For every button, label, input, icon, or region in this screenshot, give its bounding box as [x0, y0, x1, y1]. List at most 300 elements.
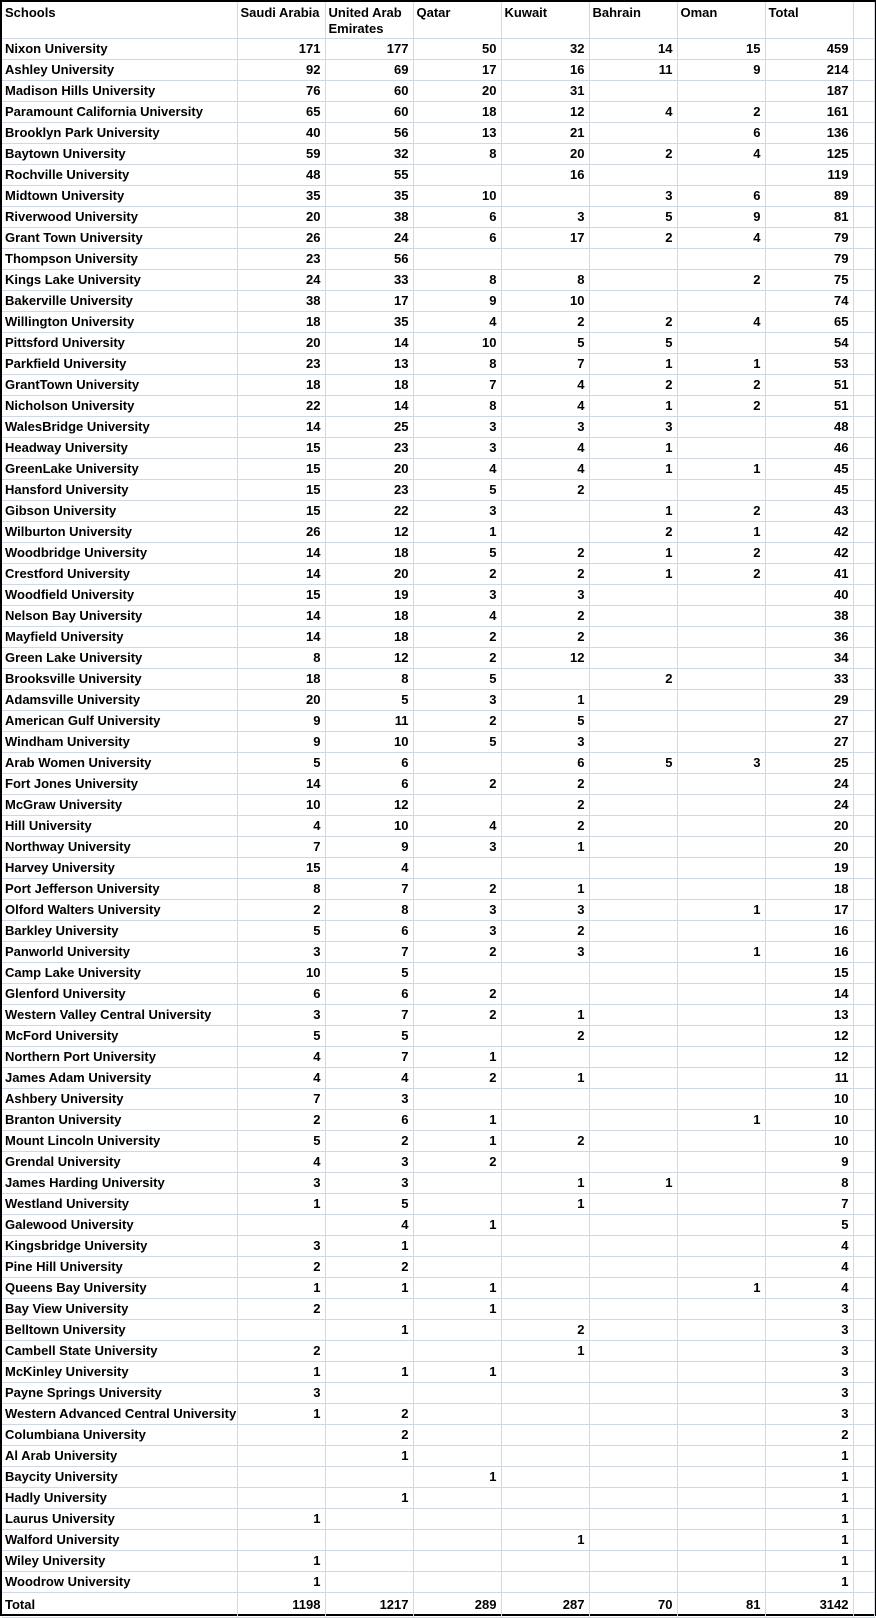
saudi-arabia-cell[interactable]: 10	[237, 794, 325, 815]
bahrain-cell[interactable]: 2	[589, 227, 677, 248]
school-name-cell[interactable]: GreenLake University	[2, 458, 237, 479]
total-cell[interactable]: 20	[765, 836, 853, 857]
uae-cell[interactable]: 2	[325, 1424, 413, 1445]
oman-cell[interactable]	[677, 857, 765, 878]
bahrain-cell[interactable]	[589, 605, 677, 626]
empty-cell[interactable]	[853, 1445, 874, 1466]
school-name-cell[interactable]: Camp Lake University	[2, 962, 237, 983]
saudi-arabia-cell[interactable]: 7	[237, 836, 325, 857]
saudi-arabia-cell[interactable]: 14	[237, 542, 325, 563]
uae-cell[interactable]: 3	[325, 1088, 413, 1109]
saudi-arabia-cell[interactable]: 14	[237, 416, 325, 437]
total-cell[interactable]: 8	[765, 1172, 853, 1193]
school-name-cell[interactable]: Hadly University	[2, 1487, 237, 1508]
kuwait-cell[interactable]	[501, 185, 589, 206]
bahrain-cell[interactable]	[589, 1340, 677, 1361]
total-cell[interactable]: 4	[765, 1256, 853, 1277]
total-cell[interactable]: 5	[765, 1214, 853, 1235]
oman-cell[interactable]	[677, 1004, 765, 1025]
empty-cell[interactable]	[853, 1172, 874, 1193]
uae-cell[interactable]: 6	[325, 773, 413, 794]
saudi-arabia-cell[interactable]	[237, 1424, 325, 1445]
oman-cell[interactable]	[677, 962, 765, 983]
uae-cell[interactable]: 11	[325, 710, 413, 731]
school-name-cell[interactable]: Grendal University	[2, 1151, 237, 1172]
empty-cell[interactable]	[853, 1550, 874, 1571]
kuwait-cell[interactable]	[501, 857, 589, 878]
total-cell[interactable]: 3	[765, 1298, 853, 1319]
bahrain-cell[interactable]: 1	[589, 395, 677, 416]
saudi-arabia-cell[interactable]: 5	[237, 1130, 325, 1151]
oman-cell[interactable]	[677, 773, 765, 794]
school-name-cell[interactable]: Queens Bay University	[2, 1277, 237, 1298]
total-cell[interactable]: 1	[765, 1529, 853, 1550]
total-cell[interactable]: 74	[765, 290, 853, 311]
kuwait-cell[interactable]: 12	[501, 101, 589, 122]
empty-cell[interactable]	[853, 1277, 874, 1298]
uae-cell[interactable]: 56	[325, 122, 413, 143]
uae-cell[interactable]: 1	[325, 1487, 413, 1508]
uae-cell[interactable]: 55	[325, 164, 413, 185]
uae-cell[interactable]: 19	[325, 584, 413, 605]
kuwait-cell[interactable]: 2	[501, 542, 589, 563]
oman-cell[interactable]	[677, 80, 765, 101]
oman-cell[interactable]	[677, 689, 765, 710]
uae-cell[interactable]: 7	[325, 878, 413, 899]
uae-cell[interactable]: 6	[325, 983, 413, 1004]
empty-cell[interactable]	[853, 311, 874, 332]
oman-cell[interactable]: 2	[677, 563, 765, 584]
saudi-arabia-cell[interactable]: 92	[237, 59, 325, 80]
qatar-cell[interactable]: 10	[413, 332, 501, 353]
total-cell[interactable]: 51	[765, 374, 853, 395]
empty-cell[interactable]	[853, 122, 874, 143]
saudi-arabia-cell[interactable]: 3	[237, 1172, 325, 1193]
uae-cell[interactable]: 69	[325, 59, 413, 80]
uae-cell[interactable]: 1	[325, 1361, 413, 1382]
empty-cell[interactable]	[853, 1130, 874, 1151]
qatar-cell[interactable]: 6	[413, 206, 501, 227]
bahrain-cell[interactable]	[589, 1382, 677, 1403]
uae-cell[interactable]	[325, 1529, 413, 1550]
school-name-cell[interactable]: Wiley University	[2, 1550, 237, 1571]
total-cell[interactable]: 51	[765, 395, 853, 416]
school-name-cell[interactable]: Northern Port University	[2, 1046, 237, 1067]
empty-cell[interactable]	[853, 143, 874, 164]
bahrain-cell[interactable]	[589, 1067, 677, 1088]
total-cell[interactable]: 4	[765, 1277, 853, 1298]
qatar-cell[interactable]	[413, 752, 501, 773]
qatar-cell[interactable]: 18	[413, 101, 501, 122]
uae-cell[interactable]: 3	[325, 1172, 413, 1193]
oman-cell[interactable]	[677, 731, 765, 752]
header-oman[interactable]: Oman	[677, 2, 765, 38]
school-name-cell[interactable]: Branton University	[2, 1109, 237, 1130]
kuwait-cell[interactable]: 21	[501, 122, 589, 143]
uae-cell[interactable]: 32	[325, 143, 413, 164]
school-name-cell[interactable]: American Gulf University	[2, 710, 237, 731]
empty-cell[interactable]	[853, 353, 874, 374]
school-name-cell[interactable]: Nixon University	[2, 38, 237, 59]
uae-cell[interactable]: 38	[325, 206, 413, 227]
oman-cell[interactable]	[677, 1571, 765, 1592]
oman-cell[interactable]	[677, 836, 765, 857]
qatar-cell[interactable]: 13	[413, 122, 501, 143]
total-cell[interactable]: 25	[765, 752, 853, 773]
school-name-cell[interactable]: Total	[2, 1592, 237, 1617]
qatar-cell[interactable]	[413, 1088, 501, 1109]
bahrain-cell[interactable]	[589, 920, 677, 941]
total-cell[interactable]: 3142	[765, 1592, 853, 1617]
kuwait-cell[interactable]	[501, 1088, 589, 1109]
bahrain-cell[interactable]	[589, 941, 677, 962]
qatar-cell[interactable]	[413, 1319, 501, 1340]
empty-cell[interactable]	[853, 794, 874, 815]
empty-cell[interactable]	[853, 1424, 874, 1445]
qatar-cell[interactable]: 1	[413, 1361, 501, 1382]
total-cell[interactable]: 214	[765, 59, 853, 80]
empty-cell[interactable]	[853, 227, 874, 248]
bahrain-cell[interactable]: 1	[589, 353, 677, 374]
bahrain-cell[interactable]: 70	[589, 1592, 677, 1617]
total-cell[interactable]: 1	[765, 1487, 853, 1508]
kuwait-cell[interactable]	[501, 1109, 589, 1130]
school-name-cell[interactable]: Willington University	[2, 311, 237, 332]
school-name-cell[interactable]: McKinley University	[2, 1361, 237, 1382]
kuwait-cell[interactable]: 3	[501, 941, 589, 962]
school-name-cell[interactable]: Port Jefferson University	[2, 878, 237, 899]
school-name-cell[interactable]: Barkley University	[2, 920, 237, 941]
total-cell[interactable]: 7	[765, 1193, 853, 1214]
saudi-arabia-cell[interactable]: 18	[237, 311, 325, 332]
school-name-cell[interactable]: Ashbery University	[2, 1088, 237, 1109]
total-cell[interactable]: 24	[765, 773, 853, 794]
uae-cell[interactable]: 13	[325, 353, 413, 374]
header-schools[interactable]: Schools	[2, 2, 237, 38]
qatar-cell[interactable]: 2	[413, 878, 501, 899]
saudi-arabia-cell[interactable]: 1	[237, 1193, 325, 1214]
total-cell[interactable]: 9	[765, 1151, 853, 1172]
oman-cell[interactable]: 4	[677, 143, 765, 164]
oman-cell[interactable]	[677, 1046, 765, 1067]
kuwait-cell[interactable]	[501, 962, 589, 983]
oman-cell[interactable]: 81	[677, 1592, 765, 1617]
empty-cell[interactable]	[853, 1592, 874, 1617]
empty-cell[interactable]	[853, 542, 874, 563]
kuwait-cell[interactable]: 1	[501, 836, 589, 857]
qatar-cell[interactable]: 1	[413, 1046, 501, 1067]
bahrain-cell[interactable]: 1	[589, 500, 677, 521]
uae-cell[interactable]: 2	[325, 1256, 413, 1277]
qatar-cell[interactable]: 2	[413, 1151, 501, 1172]
bahrain-cell[interactable]	[589, 836, 677, 857]
qatar-cell[interactable]: 3	[413, 836, 501, 857]
empty-cell[interactable]	[853, 164, 874, 185]
qatar-cell[interactable]	[413, 1424, 501, 1445]
oman-cell[interactable]	[677, 878, 765, 899]
oman-cell[interactable]: 4	[677, 311, 765, 332]
total-cell[interactable]: 42	[765, 542, 853, 563]
school-name-cell[interactable]: Green Lake University	[2, 647, 237, 668]
qatar-cell[interactable]: 20	[413, 80, 501, 101]
school-name-cell[interactable]: Mayfield University	[2, 626, 237, 647]
empty-cell[interactable]	[853, 1025, 874, 1046]
total-cell[interactable]: 43	[765, 500, 853, 521]
oman-cell[interactable]	[677, 1529, 765, 1550]
bahrain-cell[interactable]	[589, 1025, 677, 1046]
saudi-arabia-cell[interactable]: 14	[237, 563, 325, 584]
saudi-arabia-cell[interactable]: 14	[237, 626, 325, 647]
bahrain-cell[interactable]	[589, 1319, 677, 1340]
bahrain-cell[interactable]	[589, 1424, 677, 1445]
oman-cell[interactable]: 2	[677, 542, 765, 563]
empty-cell[interactable]	[853, 710, 874, 731]
bahrain-cell[interactable]	[589, 1214, 677, 1235]
school-name-cell[interactable]: Hill University	[2, 815, 237, 836]
uae-cell[interactable]	[325, 1466, 413, 1487]
kuwait-cell[interactable]: 4	[501, 374, 589, 395]
saudi-arabia-cell[interactable]: 14	[237, 605, 325, 626]
saudi-arabia-cell[interactable]: 65	[237, 101, 325, 122]
school-name-cell[interactable]: Woodfield University	[2, 584, 237, 605]
bahrain-cell[interactable]	[589, 794, 677, 815]
qatar-cell[interactable]: 3	[413, 416, 501, 437]
school-name-cell[interactable]: Glenford University	[2, 983, 237, 1004]
oman-cell[interactable]	[677, 710, 765, 731]
total-cell[interactable]: 54	[765, 332, 853, 353]
total-cell[interactable]: 12	[765, 1046, 853, 1067]
oman-cell[interactable]	[677, 1193, 765, 1214]
uae-cell[interactable]: 1	[325, 1445, 413, 1466]
total-cell[interactable]: 10	[765, 1109, 853, 1130]
header-total[interactable]: Total	[765, 2, 853, 38]
qatar-cell[interactable]: 2	[413, 941, 501, 962]
school-name-cell[interactable]: Hansford University	[2, 479, 237, 500]
kuwait-cell[interactable]: 2	[501, 1025, 589, 1046]
uae-cell[interactable]: 7	[325, 1046, 413, 1067]
uae-cell[interactable]: 18	[325, 374, 413, 395]
oman-cell[interactable]: 1	[677, 1277, 765, 1298]
empty-cell[interactable]	[853, 1319, 874, 1340]
qatar-cell[interactable]: 4	[413, 815, 501, 836]
saudi-arabia-cell[interactable]	[237, 1214, 325, 1235]
qatar-cell[interactable]: 1	[413, 1214, 501, 1235]
kuwait-cell[interactable]: 4	[501, 458, 589, 479]
total-cell[interactable]: 3	[765, 1382, 853, 1403]
bahrain-cell[interactable]: 2	[589, 521, 677, 542]
school-name-cell[interactable]: Madison Hills University	[2, 80, 237, 101]
bahrain-cell[interactable]	[589, 479, 677, 500]
qatar-cell[interactable]: 1	[413, 1277, 501, 1298]
empty-cell[interactable]	[853, 1235, 874, 1256]
empty-cell[interactable]	[853, 437, 874, 458]
kuwait-cell[interactable]	[501, 1277, 589, 1298]
kuwait-cell[interactable]: 1	[501, 689, 589, 710]
qatar-cell[interactable]: 4	[413, 458, 501, 479]
empty-cell[interactable]	[853, 80, 874, 101]
qatar-cell[interactable]: 4	[413, 605, 501, 626]
empty-cell[interactable]	[853, 38, 874, 59]
uae-cell[interactable]: 7	[325, 1004, 413, 1025]
bahrain-cell[interactable]	[589, 689, 677, 710]
bahrain-cell[interactable]: 5	[589, 332, 677, 353]
kuwait-cell[interactable]: 4	[501, 395, 589, 416]
bahrain-cell[interactable]	[589, 626, 677, 647]
oman-cell[interactable]: 4	[677, 227, 765, 248]
kuwait-cell[interactable]	[501, 1151, 589, 1172]
uae-cell[interactable]: 1217	[325, 1592, 413, 1617]
oman-cell[interactable]	[677, 1508, 765, 1529]
qatar-cell[interactable]: 2	[413, 983, 501, 1004]
bahrain-cell[interactable]	[589, 1151, 677, 1172]
qatar-cell[interactable]: 3	[413, 437, 501, 458]
qatar-cell[interactable]: 8	[413, 395, 501, 416]
kuwait-cell[interactable]: 2	[501, 605, 589, 626]
empty-cell[interactable]	[853, 773, 874, 794]
qatar-cell[interactable]: 2	[413, 773, 501, 794]
saudi-arabia-cell[interactable]: 3	[237, 1235, 325, 1256]
kuwait-cell[interactable]: 4	[501, 437, 589, 458]
total-cell[interactable]: 33	[765, 668, 853, 689]
bahrain-cell[interactable]	[589, 1403, 677, 1424]
uae-cell[interactable]: 8	[325, 899, 413, 920]
oman-cell[interactable]	[677, 1487, 765, 1508]
kuwait-cell[interactable]	[501, 1571, 589, 1592]
school-name-cell[interactable]: Kings Lake University	[2, 269, 237, 290]
bahrain-cell[interactable]: 1	[589, 542, 677, 563]
qatar-cell[interactable]: 9	[413, 290, 501, 311]
kuwait-cell[interactable]: 3	[501, 416, 589, 437]
oman-cell[interactable]	[677, 1151, 765, 1172]
kuwait-cell[interactable]: 12	[501, 647, 589, 668]
uae-cell[interactable]: 4	[325, 857, 413, 878]
school-name-cell[interactable]: Western Valley Central University	[2, 1004, 237, 1025]
school-name-cell[interactable]: Windham University	[2, 731, 237, 752]
oman-cell[interactable]	[677, 605, 765, 626]
bahrain-cell[interactable]	[589, 1445, 677, 1466]
saudi-arabia-cell[interactable]: 76	[237, 80, 325, 101]
saudi-arabia-cell[interactable]: 38	[237, 290, 325, 311]
kuwait-cell[interactable]: 31	[501, 80, 589, 101]
qatar-cell[interactable]: 3	[413, 920, 501, 941]
oman-cell[interactable]	[677, 248, 765, 269]
uae-cell[interactable]: 4	[325, 1214, 413, 1235]
kuwait-cell[interactable]	[501, 1508, 589, 1529]
qatar-cell[interactable]: 3	[413, 899, 501, 920]
uae-cell[interactable]: 1	[325, 1319, 413, 1340]
empty-cell[interactable]	[853, 1571, 874, 1592]
header-kuwait[interactable]: Kuwait	[501, 2, 589, 38]
qatar-cell[interactable]	[413, 1340, 501, 1361]
kuwait-cell[interactable]	[501, 1487, 589, 1508]
saudi-arabia-cell[interactable]: 2	[237, 1256, 325, 1277]
bahrain-cell[interactable]: 5	[589, 206, 677, 227]
school-name-cell[interactable]: Crestford University	[2, 563, 237, 584]
bahrain-cell[interactable]	[589, 1298, 677, 1319]
school-name-cell[interactable]: Woodrow University	[2, 1571, 237, 1592]
uae-cell[interactable]: 5	[325, 962, 413, 983]
empty-cell[interactable]	[853, 332, 874, 353]
school-name-cell[interactable]: Pittsford University	[2, 332, 237, 353]
bahrain-cell[interactable]	[589, 1004, 677, 1025]
bahrain-cell[interactable]	[589, 647, 677, 668]
qatar-cell[interactable]	[413, 1487, 501, 1508]
empty-cell[interactable]	[853, 185, 874, 206]
total-cell[interactable]: 12	[765, 1025, 853, 1046]
uae-cell[interactable]: 17	[325, 290, 413, 311]
uae-cell[interactable]: 25	[325, 416, 413, 437]
kuwait-cell[interactable]: 16	[501, 164, 589, 185]
qatar-cell[interactable]: 1	[413, 1130, 501, 1151]
kuwait-cell[interactable]: 6	[501, 752, 589, 773]
empty-cell[interactable]	[853, 1046, 874, 1067]
kuwait-cell[interactable]	[501, 668, 589, 689]
bahrain-cell[interactable]	[589, 857, 677, 878]
bahrain-cell[interactable]	[589, 899, 677, 920]
saudi-arabia-cell[interactable]	[237, 1319, 325, 1340]
oman-cell[interactable]	[677, 1466, 765, 1487]
qatar-cell[interactable]	[413, 1445, 501, 1466]
uae-cell[interactable]: 177	[325, 38, 413, 59]
oman-cell[interactable]: 1	[677, 899, 765, 920]
bahrain-cell[interactable]: 4	[589, 101, 677, 122]
bahrain-cell[interactable]	[589, 878, 677, 899]
total-cell[interactable]: 3	[765, 1319, 853, 1340]
kuwait-cell[interactable]: 2	[501, 626, 589, 647]
empty-cell[interactable]	[853, 836, 874, 857]
qatar-cell[interactable]: 7	[413, 374, 501, 395]
uae-cell[interactable]: 3	[325, 1151, 413, 1172]
bahrain-cell[interactable]	[589, 983, 677, 1004]
total-cell[interactable]: 136	[765, 122, 853, 143]
bahrain-cell[interactable]: 11	[589, 59, 677, 80]
oman-cell[interactable]	[677, 290, 765, 311]
total-cell[interactable]: 27	[765, 731, 853, 752]
uae-cell[interactable]: 2	[325, 1403, 413, 1424]
kuwait-cell[interactable]: 1	[501, 1340, 589, 1361]
saudi-arabia-cell[interactable]	[237, 1445, 325, 1466]
total-cell[interactable]: 27	[765, 710, 853, 731]
qatar-cell[interactable]: 2	[413, 1067, 501, 1088]
kuwait-cell[interactable]: 2	[501, 479, 589, 500]
empty-cell[interactable]	[853, 1382, 874, 1403]
kuwait-cell[interactable]: 2	[501, 563, 589, 584]
empty-cell[interactable]	[853, 500, 874, 521]
kuwait-cell[interactable]	[501, 1382, 589, 1403]
saudi-arabia-cell[interactable]: 15	[237, 458, 325, 479]
kuwait-cell[interactable]: 10	[501, 290, 589, 311]
empty-cell[interactable]	[853, 1067, 874, 1088]
total-cell[interactable]: 65	[765, 311, 853, 332]
qatar-cell[interactable]: 5	[413, 479, 501, 500]
saudi-arabia-cell[interactable]: 3	[237, 1382, 325, 1403]
total-cell[interactable]: 45	[765, 458, 853, 479]
total-cell[interactable]: 18	[765, 878, 853, 899]
qatar-cell[interactable]: 2	[413, 1004, 501, 1025]
uae-cell[interactable]: 10	[325, 815, 413, 836]
uae-cell[interactable]: 2	[325, 1130, 413, 1151]
school-name-cell[interactable]: Columbiana University	[2, 1424, 237, 1445]
kuwait-cell[interactable]: 5	[501, 332, 589, 353]
qatar-cell[interactable]	[413, 248, 501, 269]
saudi-arabia-cell[interactable]: 171	[237, 38, 325, 59]
total-cell[interactable]: 19	[765, 857, 853, 878]
total-cell[interactable]: 3	[765, 1340, 853, 1361]
total-cell[interactable]: 1	[765, 1466, 853, 1487]
empty-cell[interactable]	[853, 1340, 874, 1361]
school-name-cell[interactable]: Adamsville University	[2, 689, 237, 710]
qatar-cell[interactable]: 1	[413, 1109, 501, 1130]
